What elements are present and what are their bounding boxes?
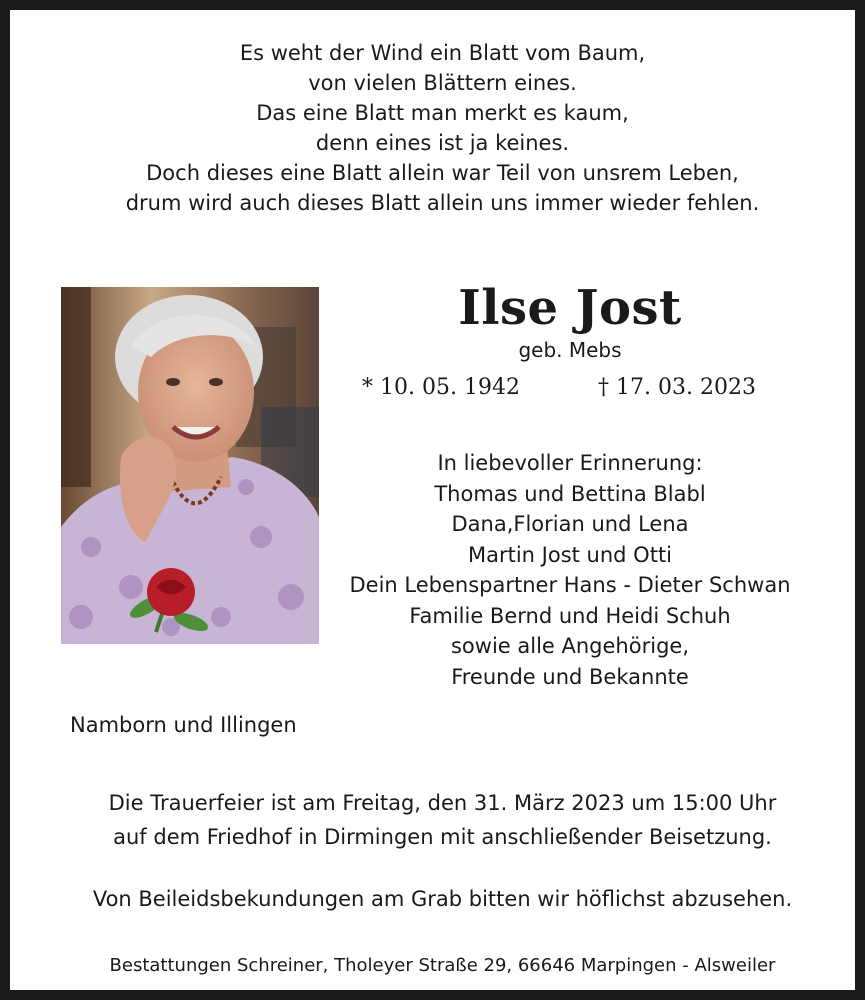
maiden-name: geb. Mebs (518, 338, 622, 362)
mourner-line: Freunde und Bekannte (451, 664, 689, 689)
mourner-line: Familie Bernd und Heidi Schuh (409, 603, 731, 628)
portrait-illustration (61, 287, 319, 644)
mourner-line: Martin Jost und Otti (467, 542, 673, 567)
poem-line: Es weht der Wind ein Blatt vom Baum, (239, 41, 646, 65)
birth-date: * 10. 05. 1942 (362, 375, 520, 400)
deceased-name: Ilse Jost (458, 280, 682, 336)
poem (50, 38, 835, 218)
portrait-photo (61, 287, 319, 644)
service-details (40, 786, 845, 854)
mourner-line: In liebevoller Erinnerung: (437, 451, 703, 475)
poem-line: denn eines ist ja keines. (315, 131, 570, 155)
poem-line: drum wird auch dieses Blatt allein uns immer wieder fehlen. (125, 191, 760, 215)
place-name: Namborn und Illingen (70, 713, 297, 737)
mourner-line: Dana,Florian und Lena (451, 512, 689, 536)
service-line: auf dem Friedhof in Dirmingen mit anschließender Beisetzung. (113, 825, 772, 849)
mourner-line: Thomas und Bettina Blabl (434, 481, 706, 506)
mourner-line: sowie alle Angehörige, (450, 634, 689, 658)
service-line: Die Trauerfeier ist am Freitag, den 31. März 2023 um 15:00 Uhr (108, 791, 777, 815)
condolence-request: Von Beileidsbekundungen am Grab bitten wir höflichst abzusehen. (92, 887, 793, 911)
mourner-line: Dein Lebenspartner Hans - Dieter Schwan (349, 573, 791, 597)
death-date: † 17. 03. 2023 (598, 375, 756, 400)
poem-line: Doch dieses eine Blatt allein war Teil von unsrem Leben, (146, 161, 739, 185)
mourners-list (320, 448, 820, 692)
poem-line: Das eine Blatt man merkt es kaum, (256, 101, 629, 125)
poem-line: von vielen Blättern eines. (308, 71, 577, 95)
funeral-home: Bestattungen Schreiner, Tholeyer Straße 29, 66646 Marpingen - Alsweiler (109, 955, 776, 976)
